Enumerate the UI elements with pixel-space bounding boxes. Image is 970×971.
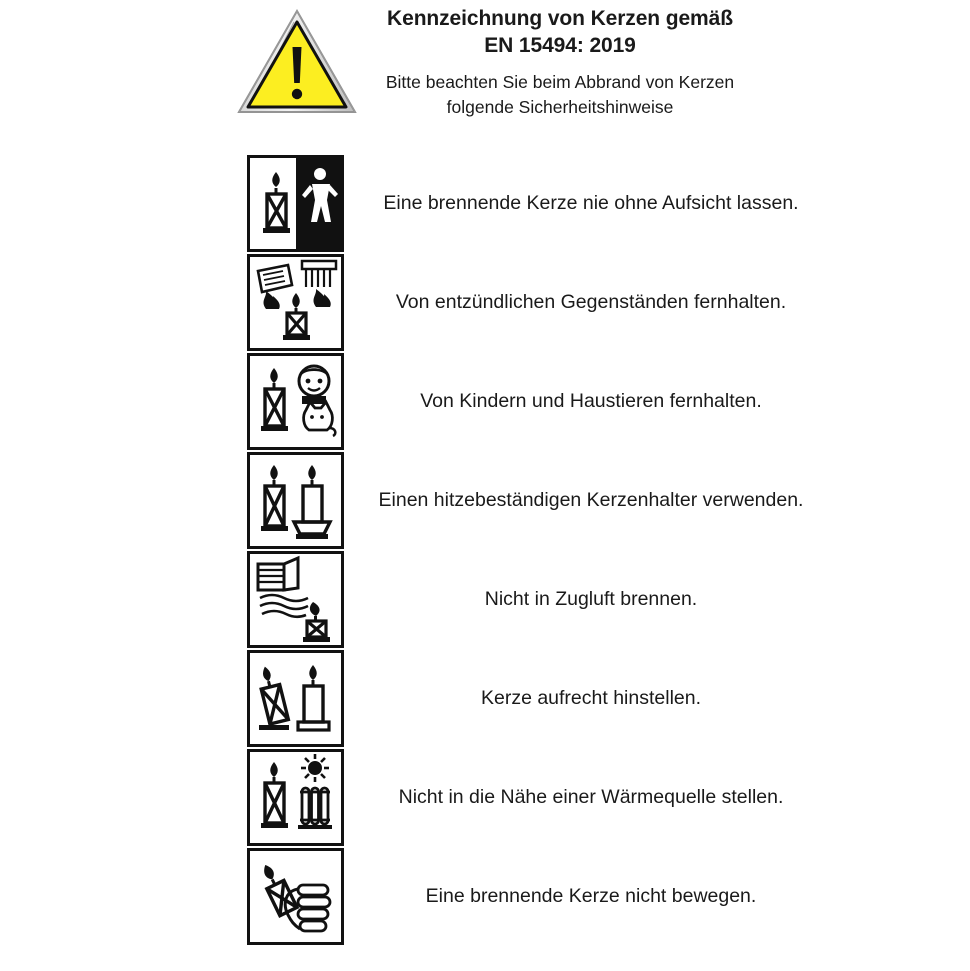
safety-rule-row <box>0 848 970 945</box>
safety-rule-row <box>0 254 970 351</box>
candle-unattended-icon <box>247 155 344 252</box>
header-subtitle: Bitte beachten Sie beim Abbrand von Kerzen folgende Sicherheitshinweise <box>385 71 735 118</box>
safety-rule-text: Nicht in die Nähe einer Wärmequelle stellen. <box>398 785 784 808</box>
header <box>0 0 970 121</box>
safety-rule-row <box>0 452 970 549</box>
safety-rule-row <box>0 749 970 846</box>
candle-flammable-objects-icon <box>247 254 344 351</box>
candle-heat-resistant-holder-icon <box>247 452 344 549</box>
safety-rule-row <box>0 353 970 450</box>
header-title-line2: EN 15494: 2019 <box>484 33 636 57</box>
warning-triangle-exclamation-icon <box>236 8 358 116</box>
header-title-line1: Kennzeichnung von Kerzen gemäß <box>387 7 733 30</box>
safety-rules-list <box>0 155 970 945</box>
safety-rule-text: Von entzündlichen Gegenständen fernhalten. <box>395 290 787 313</box>
candle-draft-icon <box>247 551 344 648</box>
safety-rule-row <box>0 650 970 747</box>
safety-rule-text: Eine brennende Kerze nicht bewegen. <box>425 884 757 907</box>
safety-rule-row <box>0 155 970 252</box>
candle-upright-icon <box>247 650 344 747</box>
safety-rule-text: Nicht in Zugluft brennen. <box>484 587 698 610</box>
candle-do-not-move-icon <box>247 848 344 945</box>
safety-rule-text: Einen hitzebeständigen Kerzenhalter verwenden. <box>378 488 804 511</box>
safety-rule-text: Eine brennende Kerze nie ohne Aufsicht lassen. <box>383 191 799 214</box>
safety-rule-row <box>0 551 970 648</box>
candle-children-pets-icon <box>247 353 344 450</box>
safety-rule-text: Kerze aufrecht hinstellen. <box>480 686 702 709</box>
candle-heat-source-icon <box>247 749 344 846</box>
header-text-block <box>374 6 746 121</box>
safety-rule-text: Von Kindern und Haustieren fernhalten. <box>420 389 762 412</box>
